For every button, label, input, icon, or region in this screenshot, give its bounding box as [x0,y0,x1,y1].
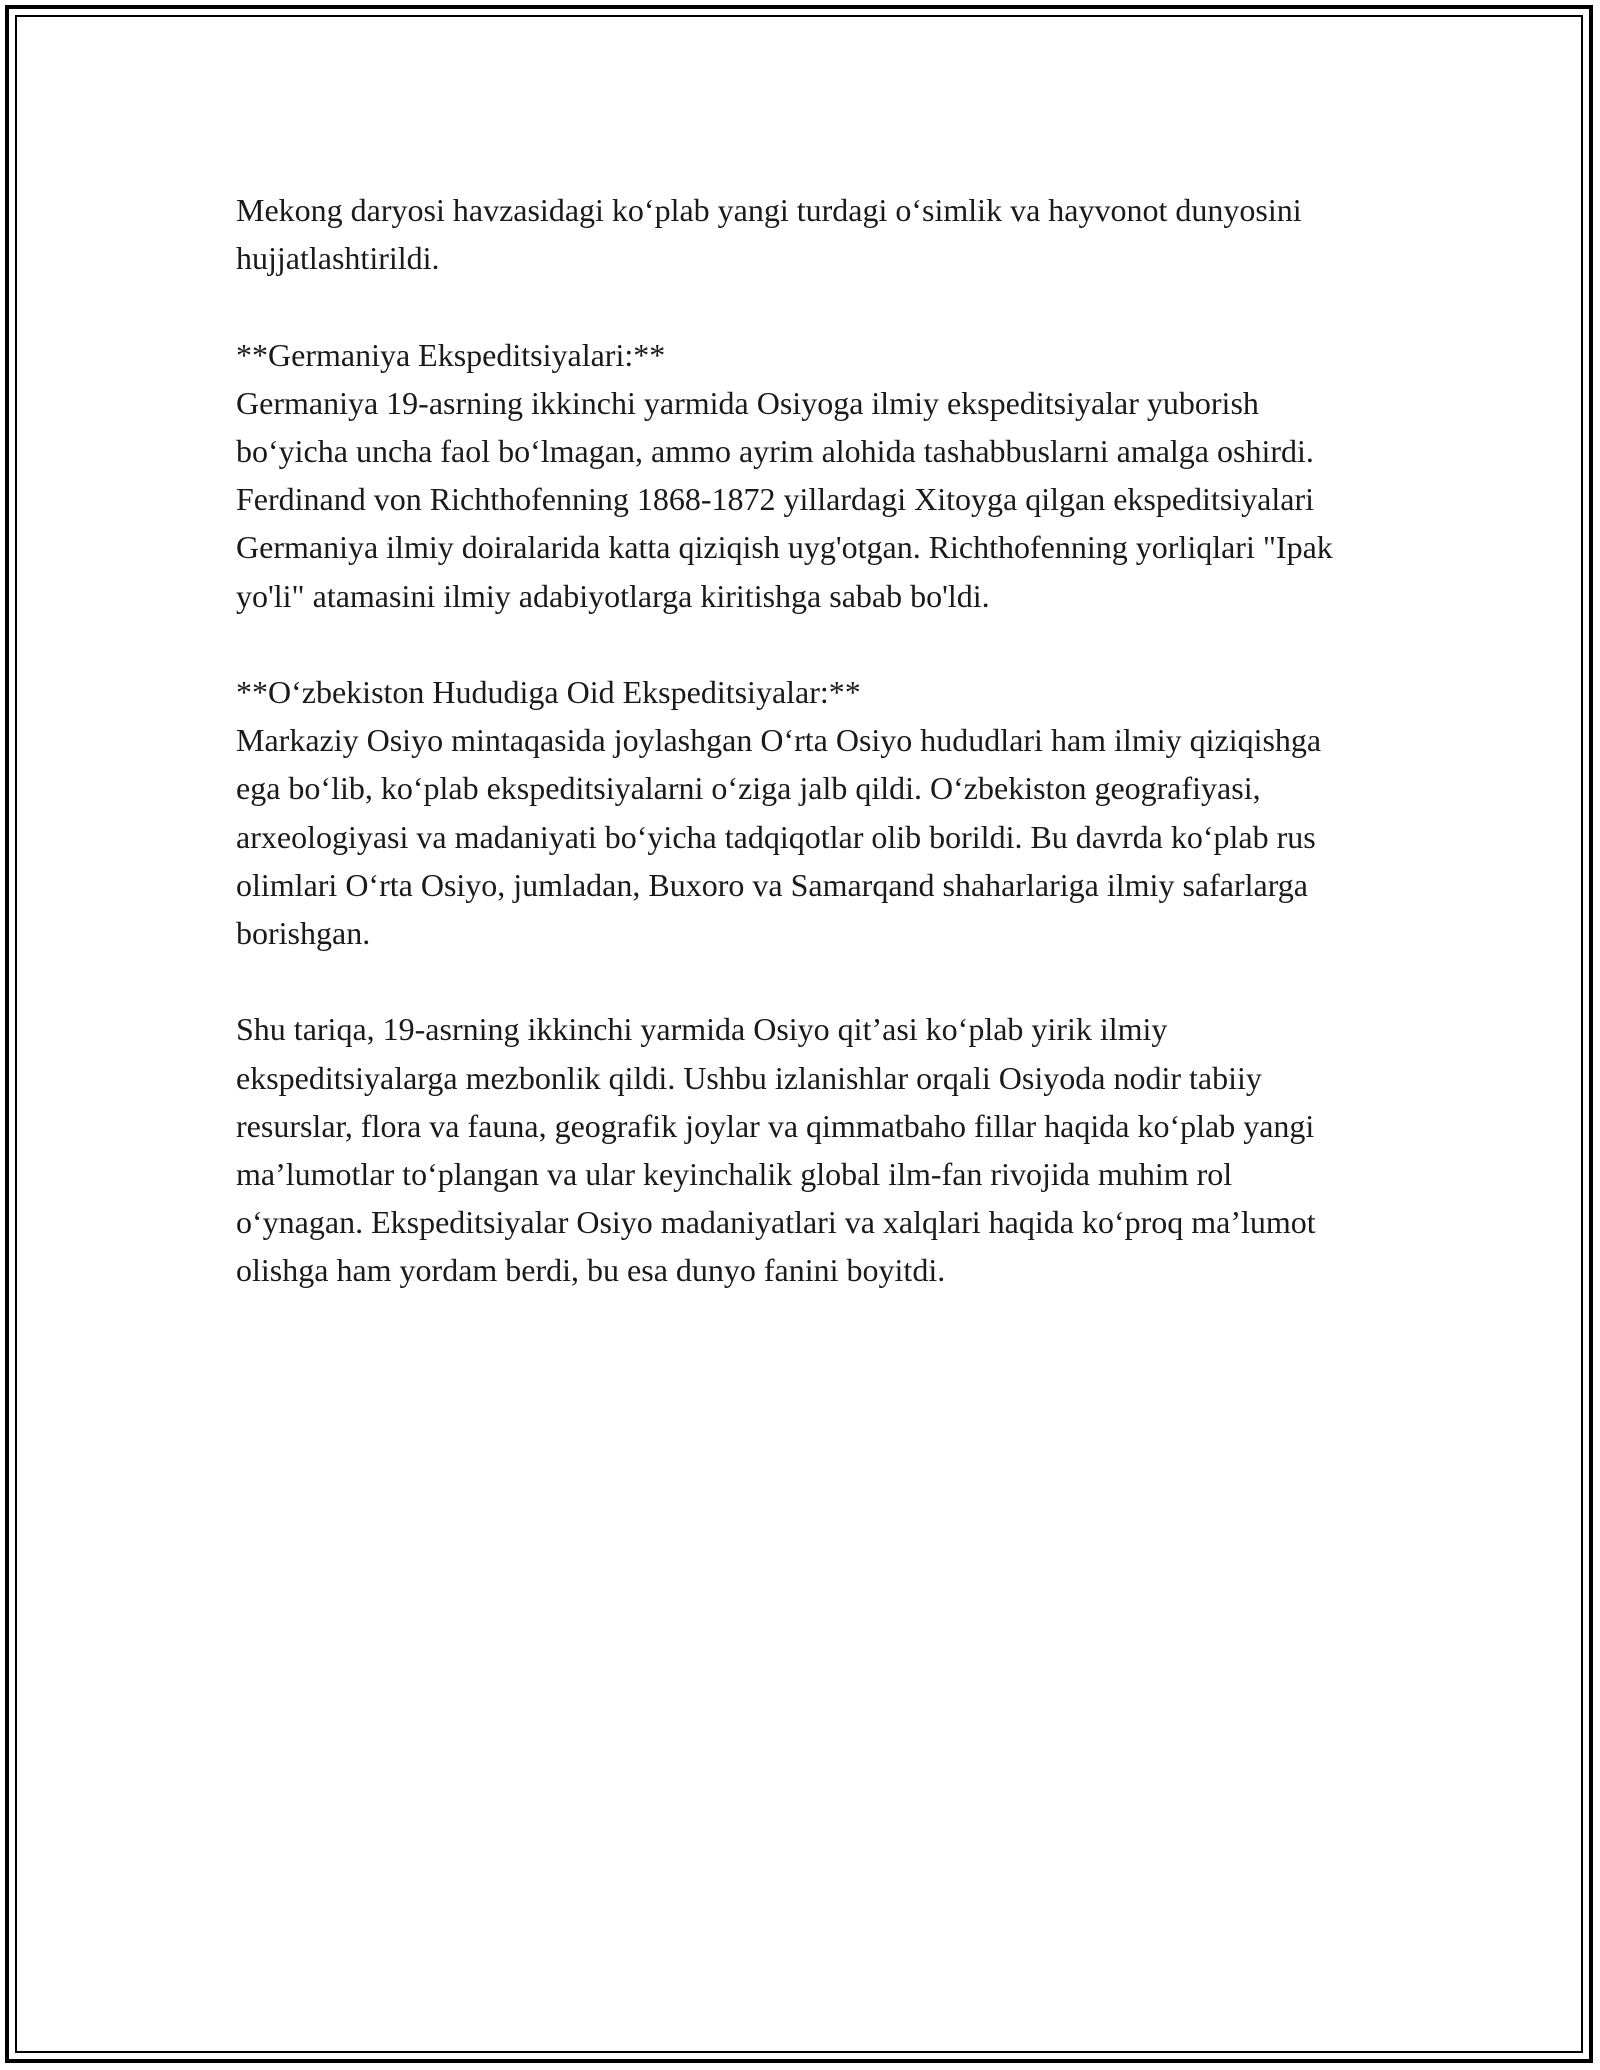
section-paragraph: Germaniya 19-asrning ikkinchi yarmida Osiyoga ilmiy ekspeditsiyalar yuborish bo‘yicha uncha faol bo‘lmagan, ammo ayrim alohida tashabbuslarni amalga oshirdi. Ferdinand von Richthofenning 1868-1872 yillardagi Xitoyga qilgan ekspeditsiyalari Germaniya ilmiy doiralarida katta qiziqish uyg'otgan. Richthofenning yorliqlari "Ipak yo'li" atamasini ilmiy adabiyotlarga kiritishga sabab bo'ldi. [236,384,1333,614]
section-uzbekistan [236,668,1366,957]
conclusion-block [236,1005,1366,1294]
section-heading: **Germaniya Ekspeditsiyalari:** [236,336,666,373]
intro-block [236,186,1366,282]
document-body [236,186,1366,1343]
intro-paragraph: Mekong daryosi havzasidagi ko‘plab yangi turdagi o‘simlik va hayvonot dunyosini hujjatlashtirildi. [236,192,1302,277]
conclusion-paragraph: Shu tariqa, 19-asrning ikkinchi yarmida Osiyo qit’asi ko‘plab yirik ilmiy ekspeditsiyalarga mezbonlik qildi. Ushbu izlanishlar orqali Osiyoda nodir tabiiy resurslar, flora va fauna, geografik joylar va qimmatbaho fillar haqida ko‘plab yangi ma’lumotlar to‘plangan va ular keyinchalik global ilm-fan rivojida muhim rol o‘ynagan. Ekspeditsiyalar Osiyo madaniyatlari va xalqlari haqida ko‘proq ma’lumot olishga ham yordam berdi, bu esa dunyo fanini boyitdi. [236,1011,1316,1289]
section-paragraph: Markaziy Osiyo mintaqasida joylashgan O‘rta Osiyo hududlari ham ilmiy qiziqishga ega bo‘lib, ko‘plab ekspeditsiyalarni o‘ziga jalb qildi. O‘zbekiston geografiyasi, arxeologiyasi va madaniyati bo‘yicha tadqiqotlar olib borildi. Bu davrda ko‘plab rus olimlari O‘rta Osiyo, jumladan, Buxoro va Samarqand shaharlariga ilmiy safarlarga borishgan. [236,722,1322,952]
section-heading: **O‘zbekiston Hududiga Oid Ekspeditsiyalar:** [236,674,861,710]
section-germany [236,331,1366,620]
